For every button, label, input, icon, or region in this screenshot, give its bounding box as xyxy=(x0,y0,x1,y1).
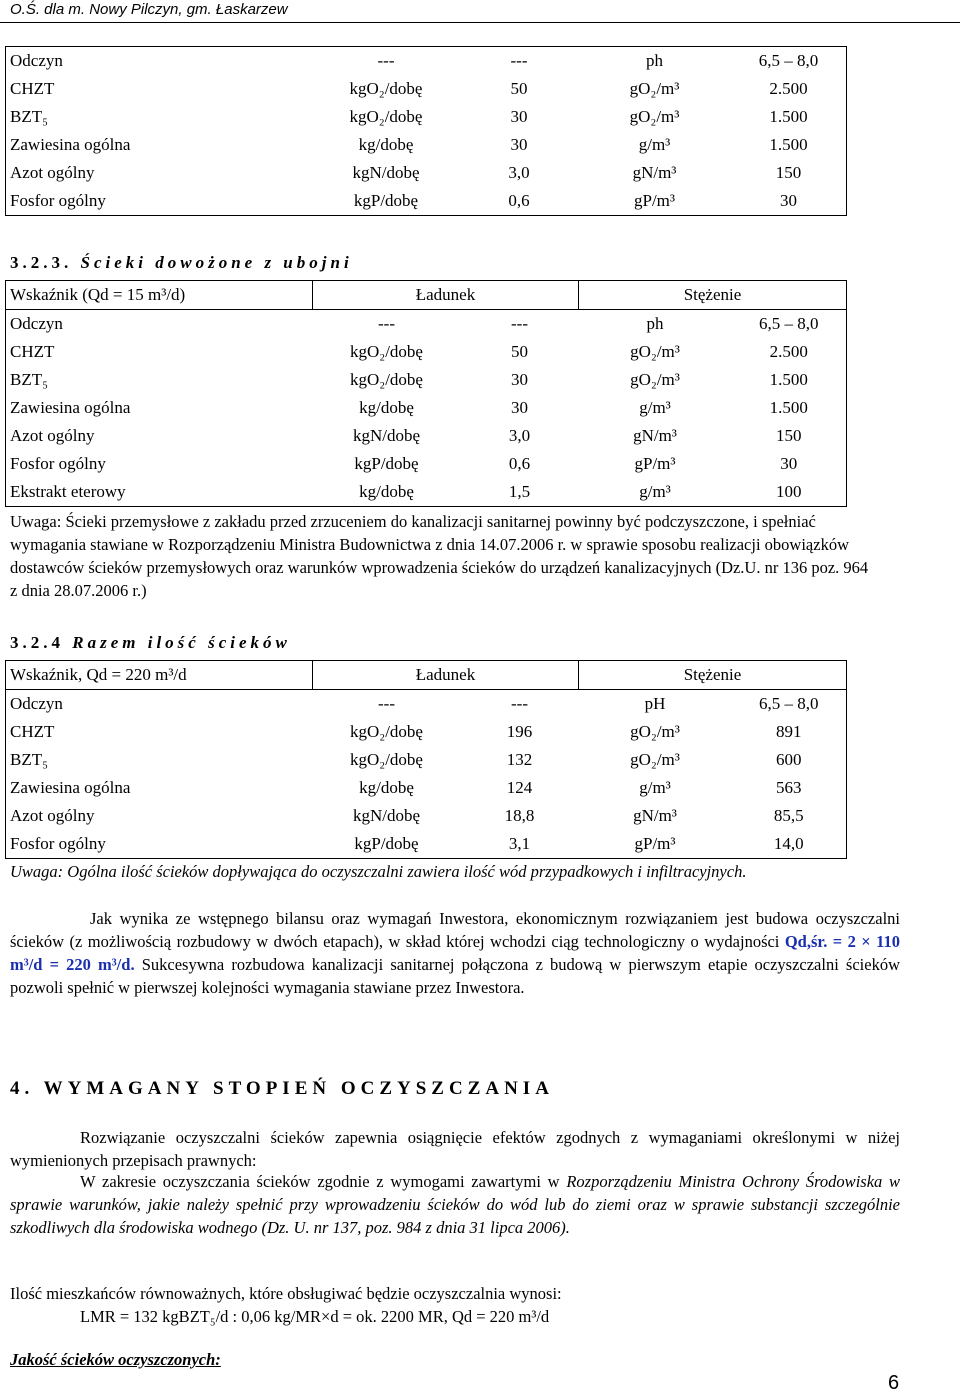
table-cell: kgO₂/dobę xyxy=(350,342,423,361)
table-row xyxy=(6,774,847,802)
table-row xyxy=(6,47,847,76)
paragraph-capacity xyxy=(10,907,900,999)
table-cell: kgN/dobę xyxy=(352,806,421,825)
table-cell: 30 xyxy=(511,370,528,389)
table-cell: --- xyxy=(378,694,395,713)
table-cell: gP/m³ xyxy=(634,191,675,210)
table-cell: 2.500 xyxy=(769,342,808,361)
table-continued xyxy=(5,46,847,216)
table-cell: 1.500 xyxy=(769,370,808,389)
table-row xyxy=(6,450,847,478)
table-row xyxy=(6,746,847,774)
table-row xyxy=(6,310,847,339)
table-cell: 30 xyxy=(510,135,528,154)
table-cell: gN/m³ xyxy=(633,806,677,825)
table-cell: 3,0 xyxy=(508,426,531,445)
table-cell: 18,8 xyxy=(504,806,535,825)
table-row xyxy=(6,802,847,830)
table-cell: --- xyxy=(510,51,528,70)
table-cell: kgO₂/dobę xyxy=(350,722,423,741)
table-cell: 196 xyxy=(506,722,533,741)
table-cell: Zawiesina ogólna xyxy=(10,778,131,797)
table-cell: Zawiesina ogólna xyxy=(10,398,131,417)
table-cell: 150 xyxy=(775,163,802,182)
table-header-cell: Stężenie xyxy=(579,661,847,690)
table-total xyxy=(5,660,847,859)
table-cell: Ekstrakt eterowy xyxy=(10,482,126,501)
paragraph-text: Jak wynika ze wstępnego bilansu oraz wymagań Inwestora, ekonomicznym rozwiązaniem jest budowa oczyszczalni ścieków (z możliwością rozbudowy w dwóch etapach), w skład której wchodzi ciąg technologiczny o wydajności xyxy=(10,909,900,951)
table-cell: 124 xyxy=(506,778,533,797)
section-title: Razem ilość ścieków xyxy=(72,633,291,652)
table-row xyxy=(6,187,847,216)
table-cell: kgP/dobę xyxy=(354,834,419,853)
table-cell: gN/m³ xyxy=(633,426,677,445)
table-cell: gP/m³ xyxy=(634,834,676,853)
table-cell: CHZT xyxy=(10,79,55,98)
pe-formula: LMR = 132 kgBZT₅/d : 0,06 kg/MR×d = ok. 2200 MR, Qd = 220 m³/d xyxy=(80,1307,550,1326)
table-cell: gP/m³ xyxy=(634,454,676,473)
table-cell: kg/dobę xyxy=(359,482,414,501)
table-cell: gO₂/m³ xyxy=(630,342,680,361)
table-cell: 30 xyxy=(510,107,528,126)
table-cell: gO₂/m³ xyxy=(630,722,680,741)
section-number: 3.2.3. xyxy=(10,253,73,272)
table-cell: 30 xyxy=(780,191,797,210)
chapter-4-heading: 4. WYMAGANY STOPIEŃ OCZYSZCZANIA xyxy=(10,1078,554,1099)
header-rule xyxy=(0,22,960,23)
section-3-2-4-heading xyxy=(10,633,291,653)
table-cell: 132 xyxy=(506,750,533,769)
table-cell: Azot ogólny xyxy=(10,163,95,182)
table-cell: gO₂/m³ xyxy=(630,370,680,389)
table-cell: 3,1 xyxy=(508,834,531,853)
table-row xyxy=(6,159,847,187)
table-cell: --- xyxy=(511,694,528,713)
table-header-cell: Ładunek xyxy=(313,281,579,310)
table-row xyxy=(6,690,847,719)
table-cell: 14,0 xyxy=(773,834,804,853)
table-cell: gO₂/m³ xyxy=(630,750,680,769)
section-3-2-3-heading xyxy=(10,253,353,273)
table-cell: kg/dobę xyxy=(358,135,414,154)
table-cell: g/m³ xyxy=(639,482,671,501)
table-row xyxy=(6,718,847,746)
table-cell: g/m³ xyxy=(638,135,671,154)
table-cell: Odczyn xyxy=(10,51,63,70)
table-cell: Odczyn xyxy=(10,314,63,333)
table-cell: Fosfor ogólny xyxy=(10,834,106,853)
table-row xyxy=(6,338,847,366)
table-row xyxy=(6,366,847,394)
table-cell: gO₂/m³ xyxy=(629,79,680,98)
heading-treated-quality: Jakość ścieków oczyszczonych: xyxy=(10,1350,221,1369)
table-cell: Zawiesina ogólna xyxy=(10,135,131,154)
table-ubojnia xyxy=(5,280,847,507)
table-cell: Odczyn xyxy=(10,694,63,713)
table-cell: 150 xyxy=(776,426,802,445)
table-cell: ph xyxy=(646,51,663,70)
table-cell: --- xyxy=(511,314,528,333)
table-cell: ph xyxy=(646,314,664,333)
table-cell: BZT₅ xyxy=(10,370,49,389)
table-cell: 0,6 xyxy=(508,191,530,210)
table-cell: 30 xyxy=(511,398,528,417)
regulation-title: Rozporządzeniu Ministra Ochrony Środowiska w sprawie warunków, jakie należy spełnić przy wprowadzeniu ścieków do wód lub do ziemi oraz w sprawie substancji szczególnie szkodliwych dla środowiska wodnego (Dz. U. nr 137, poz. 984 z dnia 31 lipca 2006). xyxy=(10,1172,901,1237)
table-cell: 100 xyxy=(776,482,802,501)
table-row xyxy=(6,131,847,159)
paragraph-regulations-intro: Rozwiązanie oczyszczalni ścieków zapewnia osiągnięcie efektów zgodnych z wymaganiami określonymi w niżej wymienionych przepisach prawnych: xyxy=(10,1128,900,1170)
table-cell: 6,5 – 8,0 xyxy=(759,314,819,333)
table-cell: kgN/dobę xyxy=(352,163,420,182)
table-cell: kgN/dobę xyxy=(352,426,421,445)
note-industrial-wastewater: Uwaga: Ścieki przemysłowe z zakładu przed zrzuceniem do kanalizacji sanitarnej powinny być podczyszczone, i spełniać wymagania stawiane w Rozporządzeniu Ministra Budownictwa z dnia 14.07.2006 r. w sprawie sposobu realizacji obowiązków dostawców ścieków przemysłowych oraz warunków wprowadzenia ścieków do urządzeń kanalizacyjnych (Dz.U. nr 136 poz. 964 z dnia 28.07.2006 r.) xyxy=(10,512,869,600)
table-cell: 563 xyxy=(776,778,802,797)
table-cell: CHZT xyxy=(10,722,55,741)
table-cell: Fosfor ogólny xyxy=(10,191,106,210)
table-cell: 891 xyxy=(776,722,802,741)
paragraph-text: Sukcesywna rozbudowa kanalizacji sanitarnej połączona z budową w pierwszym etapie oczyszczalni ścieków pozwoli spełnić w pierwszej kolejności wymagania stawiane przez Inwestora. xyxy=(10,955,900,997)
table-cell: Azot ogólny xyxy=(10,806,95,825)
table-row xyxy=(6,75,847,103)
table-cell: gO₂/m³ xyxy=(629,107,680,126)
page-number: 6 xyxy=(888,1372,900,1394)
table-row xyxy=(6,422,847,450)
section-title: Ścieki dowożone z ubojni xyxy=(80,253,353,272)
table-cell: pH xyxy=(644,694,666,713)
paragraph-regulation xyxy=(10,1170,900,1239)
table-cell: kgP/dobę xyxy=(353,191,419,210)
table-header-row xyxy=(6,661,847,690)
table-cell: 50 xyxy=(511,342,528,361)
table-row xyxy=(6,103,847,131)
table-header-cell: Stężenie xyxy=(579,281,847,310)
table-cell: CHZT xyxy=(10,342,55,361)
table-cell: kgO₂/dobę xyxy=(349,107,423,126)
table-cell: 1.500 xyxy=(769,107,808,126)
table-cell: BZT₅ xyxy=(10,750,49,769)
table-cell: 50 xyxy=(510,79,528,98)
table-cell: 1,5 xyxy=(508,482,531,501)
table-cell: --- xyxy=(378,314,395,333)
table-row xyxy=(6,478,847,507)
table-cell: 30 xyxy=(780,454,798,473)
section-number: 3.2.4 xyxy=(10,633,64,652)
table-cell: 6,5 – 8,0 xyxy=(758,51,819,70)
note-total-flow: Uwaga: Ogólna ilość ścieków dopływająca do oczyszczalni zawiera ilość wód przypadkowych i infiltracyjnych. xyxy=(10,862,747,881)
table-cell: 85,5 xyxy=(773,806,804,825)
table-cell: 0,6 xyxy=(508,454,531,473)
table-cell: 2.500 xyxy=(769,79,808,98)
table-cell: 6,5 – 8,0 xyxy=(759,694,819,713)
table-row xyxy=(6,394,847,422)
table-cell: kgO₂/dobę xyxy=(350,750,423,769)
table-cell: g/m³ xyxy=(639,778,671,797)
table-header-cell: Ładunek xyxy=(313,661,579,690)
table-cell: BZT₅ xyxy=(10,107,49,126)
table-cell: kgO₂/dobę xyxy=(349,79,423,98)
running-header: O.Ś. dla m. Nowy Pilczyn, gm. Łaskarzew xyxy=(10,1,288,18)
table-cell: 1.500 xyxy=(769,135,808,154)
table-header-row xyxy=(6,281,847,310)
paragraph-pe-intro: Ilość mieszkańców równoważnych, które obsługiwać będzie oczyszczalnia wynosi: xyxy=(10,1284,562,1303)
table-cell: kg/dobę xyxy=(359,778,414,797)
table-cell: --- xyxy=(377,51,395,70)
table-cell: Fosfor ogólny xyxy=(10,454,106,473)
capacity-formula: Qd,śr. = 2 × 110 m³/d = 220 m³/d. xyxy=(10,932,900,974)
table-cell: kg/dobę xyxy=(359,398,414,417)
table-cell: Azot ogólny xyxy=(10,426,95,445)
table-row xyxy=(6,830,847,859)
table-cell: 3,0 xyxy=(508,163,530,182)
paragraph-text: W zakresie oczyszczania ścieków zgodnie z wymogami zawartymi w xyxy=(80,1172,567,1191)
table-cell: gN/m³ xyxy=(632,163,677,182)
table-cell: kgO₂/dobę xyxy=(350,370,423,389)
table-cell: g/m³ xyxy=(639,398,671,417)
table-cell: 600 xyxy=(776,750,802,769)
table-header-cell: Wskaźnik (Qd = 15 m³/d) xyxy=(6,281,313,310)
table-cell: kgP/dobę xyxy=(354,454,419,473)
table-cell: 1.500 xyxy=(769,398,808,417)
table-header-cell: Wskaźnik, Qd = 220 m³/d xyxy=(6,661,313,690)
